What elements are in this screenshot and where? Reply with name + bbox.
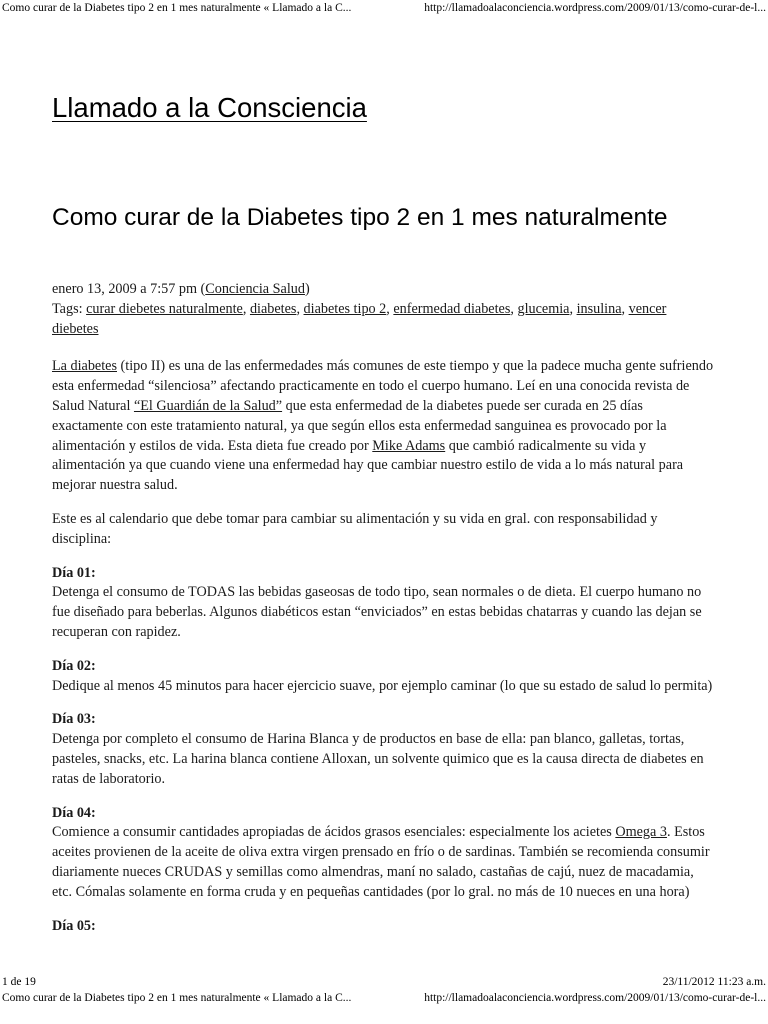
site-title-link[interactable]: Llamado a la Consciencia bbox=[52, 92, 367, 123]
tag-link[interactable]: diabetes bbox=[249, 300, 297, 317]
tag-link[interactable]: glucemia bbox=[517, 300, 570, 317]
day-heading: Día 01: bbox=[52, 564, 96, 581]
day-item bbox=[52, 564, 716, 643]
day-text: Dedique al menos 45 minutos para hacer ejercicio suave, por ejemplo caminar (lo que su estado de salud lo permita) bbox=[52, 677, 713, 694]
mike-adams-link[interactable]: Mike Adams bbox=[372, 437, 446, 454]
print-footer bbox=[0, 976, 768, 992]
day-text: Comience a consumir cantidades apropiadas de ácidos grasos esenciales: especialmente los acietes bbox=[52, 824, 616, 841]
day-item bbox=[52, 710, 716, 789]
omega-3-link[interactable]: Omega 3 bbox=[615, 824, 667, 841]
post-meta: enero 13, 2009 a 7:57 pm (Conciencia Salud) Tags: curar diebetes naturalmente, diabetes, diabetes tipo 2, enfermedad diabetes, glucemia, insulina, vencer diebetes bbox=[52, 281, 667, 337]
day-list bbox=[52, 564, 716, 937]
tag-link[interactable]: enfermedad diabetes bbox=[393, 300, 511, 317]
tag-link[interactable]: vencer diebetes bbox=[52, 300, 667, 337]
day-heading: Día 04: bbox=[52, 804, 96, 821]
page-number: 1 de 19 bbox=[2, 976, 36, 988]
post-content bbox=[52, 280, 716, 950]
print-header bbox=[0, 2, 768, 18]
print-footer-title: Como curar de la Diabetes tipo 2 en 1 mes naturalmente « Llamado a la C... bbox=[2, 992, 352, 1004]
meta-paren: ) bbox=[304, 281, 310, 297]
day-item bbox=[52, 917, 716, 937]
print-footer-url: http://llamadoalaconciencia.wordpress.com/2009/01/13/como-curar-de-l... bbox=[424, 992, 766, 1004]
day-item bbox=[52, 657, 716, 697]
intro-paragraph bbox=[52, 357, 716, 496]
diabetes-link[interactable]: La diabetes bbox=[52, 358, 117, 375]
calendar-intro: Este es al calendario que debe tomar para cambiar su alimentación y su vida en gral. con responsabilidad y disciplina: bbox=[52, 510, 658, 547]
post-title: Como curar de la Diabetes tipo 2 en 1 mes naturalmente bbox=[52, 204, 668, 231]
day-text: . Estos aceites provienen de la aceite de oliva extra virgen prensado en frío o de sardinas. También se recomienda consumir diariamente nueces CRUDAS y semillas como almendras, maní no salado, castañas de cajú, nuez de macadamia, etc. Cómalas solamente en forma cruda y en pequeñas cantidades (por lo gral. no más de 10 nueces en una hora) bbox=[52, 824, 710, 900]
print-header-url: http://llamadoalaconciencia.wordpress.com/2009/01/13/como-curar-de-l... bbox=[424, 2, 766, 14]
day-heading: Día 02: bbox=[52, 657, 96, 674]
day-heading: Día 05: bbox=[52, 917, 96, 934]
guardian-link[interactable]: “El Guardián de la Salud” bbox=[133, 397, 283, 414]
tag-link[interactable]: curar diebetes naturalmente bbox=[86, 300, 243, 317]
day-text: Detenga el consumo de TODAS las bebidas gaseosas de todo tipo, sean normales o de dieta. El cuerpo humano no fue diseñado para beberlas. Algunos diabéticos estan “enviciados” en estas bebidas chatarras y cuando las dejan se recuperan con rapidez. bbox=[52, 584, 702, 640]
day-item bbox=[52, 804, 716, 903]
print-header-title: Como curar de la Diabetes tipo 2 en 1 mes naturalmente « Llamado a la C... bbox=[2, 2, 352, 14]
intro-text: que esta enfermedad de la diabetes puede ser curada en 25 días exactamente con este tratamiento natural, ya que según ellos esta enfermedad sanguinea es provocado por la alimentación y estilos de vida. Esta dieta fue creado por bbox=[52, 397, 667, 454]
day-heading: Día 03: bbox=[52, 711, 96, 728]
intro-text: que cambió radicalmente su vida y alimentación ya que cuando viene una enfermedad hay que cambiar nuestro estilo de vida a lo más natural para mejorar nuestra salud. bbox=[52, 437, 684, 494]
print-footer-url-bar bbox=[0, 992, 768, 1008]
tag-link[interactable]: insulina bbox=[576, 300, 622, 317]
print-datetime: 23/11/2012 11:23 a.m. bbox=[662, 976, 766, 988]
tags-label: Tags: bbox=[52, 300, 87, 317]
intro-text: (tipo II) es una de las enfermedades más comunes de este tiempo y que la padece mucha gente sufriendo esta enfermedad “silenciosa” afectando practicamente en todo el cuerpo humano. Leí en una conocida revista de Salud Natural bbox=[52, 358, 714, 414]
author-link[interactable]: Conciencia Salud bbox=[205, 281, 305, 297]
tag-link[interactable]: diabetes tipo 2 bbox=[303, 300, 387, 317]
post-date: enero 13, 2009 a 7:57 pm ( bbox=[52, 281, 206, 297]
day-text: Detenga por completo el consumo de Harina Blanca y de productos en base de ella: pan blanco, galletas, tortas, pasteles, snacks, etc. La harina blanca contiene Alloxan, un solvente quimico que es la causa directa de diabetes en ratas de laboratorio. bbox=[52, 731, 704, 787]
